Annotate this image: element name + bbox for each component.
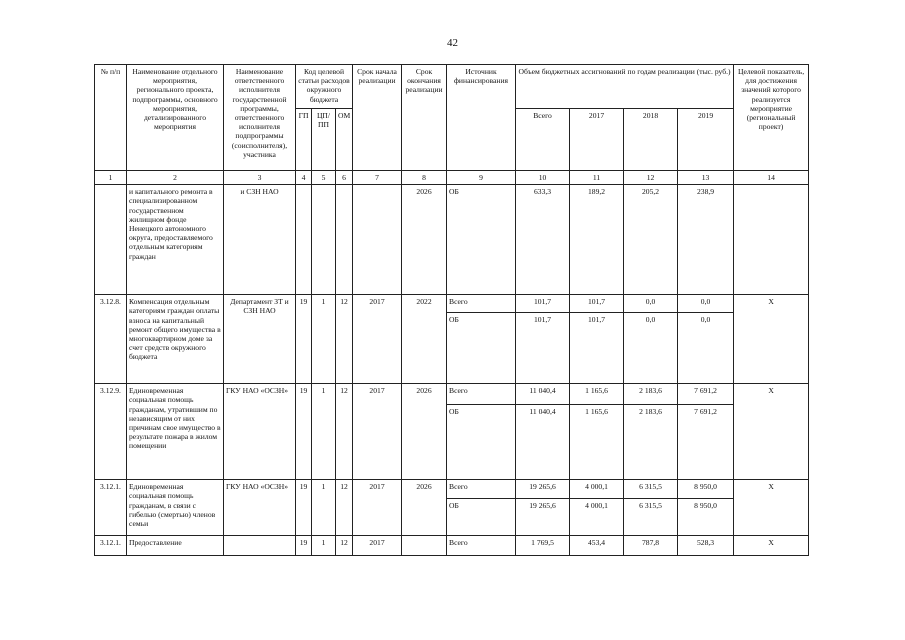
row-start: 2017 — [353, 295, 402, 384]
row-target: Х — [734, 480, 809, 536]
row-num: 3.12.9. — [95, 384, 127, 480]
table-row — [95, 384, 809, 405]
row-executor — [224, 536, 296, 556]
row-2018: 205,2 — [624, 185, 678, 295]
column-number: 1 — [95, 171, 127, 185]
row-2017: 4 000,1 — [570, 480, 624, 499]
column-number: 12 — [624, 171, 678, 185]
header-2017: 2017 — [570, 109, 624, 171]
row-2017: 1 165,6 — [570, 405, 624, 480]
row-ts: 1 — [312, 295, 336, 384]
row-2019: 528,3 — [678, 536, 734, 556]
row-target: Х — [734, 536, 809, 556]
row-source: Всего — [447, 295, 516, 313]
row-source: ОБ — [447, 313, 516, 384]
row-2019: 8 950,0 — [678, 499, 734, 536]
row-om: 12 — [336, 480, 353, 536]
row-start: 2017 — [353, 480, 402, 536]
row-target: Х — [734, 384, 809, 480]
row-end — [402, 536, 447, 556]
row-ts: 1 — [312, 384, 336, 480]
column-number: 9 — [447, 171, 516, 185]
row-2019: 238,9 — [678, 185, 734, 295]
column-number: 10 — [516, 171, 570, 185]
row-2017: 4 000,1 — [570, 499, 624, 536]
header-2018: 2018 — [624, 109, 678, 171]
row-2017: 101,7 — [570, 313, 624, 384]
row-gp: 19 — [296, 295, 312, 384]
row-total: 101,7 — [516, 295, 570, 313]
row-gp — [296, 185, 312, 295]
row-gp: 19 — [296, 536, 312, 556]
row-2017: 101,7 — [570, 295, 624, 313]
row-2019: 0,0 — [678, 295, 734, 313]
row-executor: Департамент ЗТ и СЗН НАО — [224, 295, 296, 384]
row-executor: и СЗН НАО — [224, 185, 296, 295]
row-num — [95, 185, 127, 295]
column-number: 13 — [678, 171, 734, 185]
row-2018: 0,0 — [624, 313, 678, 384]
column-number: 2 — [127, 171, 224, 185]
row-2018: 0,0 — [624, 295, 678, 313]
row-num: 3.12.8. — [95, 295, 127, 384]
row-2017: 189,2 — [570, 185, 624, 295]
table-row — [95, 536, 809, 556]
budget-table — [94, 64, 809, 556]
column-number: 8 — [402, 171, 447, 185]
row-ts: 1 — [312, 536, 336, 556]
row-total: 11 040,4 — [516, 384, 570, 405]
row-gp: 19 — [296, 384, 312, 480]
column-number: 6 — [336, 171, 353, 185]
row-num: 3.12.1. — [95, 536, 127, 556]
table-row — [95, 480, 809, 499]
row-om: 12 — [336, 295, 353, 384]
row-ts: 1 — [312, 480, 336, 536]
column-number-row — [95, 171, 809, 185]
header-total: Всего — [516, 109, 570, 171]
page-number: 42 — [447, 37, 458, 49]
row-om — [336, 185, 353, 295]
row-target — [734, 185, 809, 295]
column-number: 11 — [570, 171, 624, 185]
column-number: 7 — [353, 171, 402, 185]
row-2018: 6 315,5 — [624, 480, 678, 499]
row-gp: 19 — [296, 480, 312, 536]
row-source: ОБ — [447, 405, 516, 480]
row-name: Предоставление — [127, 536, 224, 556]
header-end: Срок окончания реализации — [402, 65, 447, 171]
row-total: 101,7 — [516, 313, 570, 384]
row-source: ОБ — [447, 185, 516, 295]
row-2018: 2 183,6 — [624, 405, 678, 480]
row-source: Всего — [447, 480, 516, 499]
header-target: Целевой показатель, для достижения значений которого реализуется мероприятие (региональный проект) — [734, 65, 809, 171]
row-2018: 787,8 — [624, 536, 678, 556]
header-om: ОМ — [336, 109, 353, 171]
header-row — [95, 65, 809, 109]
row-target: Х — [734, 295, 809, 384]
row-2018: 2 183,6 — [624, 384, 678, 405]
row-name: Единовременная социальная помощь гражданам, утратившим по независящим от них причинам свое имущество в результате пожара в жилом помещении — [127, 384, 224, 480]
row-executor: ГКУ НАО «ОСЗН» — [224, 384, 296, 480]
row-num: 3.12.1. — [95, 480, 127, 536]
header-gp: ГП — [296, 109, 312, 171]
table-row — [95, 185, 809, 295]
row-end: 2022 — [402, 295, 447, 384]
row-start: 2017 — [353, 536, 402, 556]
row-2019: 0,0 — [678, 313, 734, 384]
column-number: 4 — [296, 171, 312, 185]
row-total: 19 265,6 — [516, 499, 570, 536]
row-total: 633,3 — [516, 185, 570, 295]
row-executor: ГКУ НАО «ОСЗН» — [224, 480, 296, 536]
row-end: 2026 — [402, 384, 447, 480]
row-total: 1 769,5 — [516, 536, 570, 556]
row-start — [353, 185, 402, 295]
row-end: 2026 — [402, 480, 447, 536]
row-name: Компенсация отдельным категориям граждан оплаты взноса на капитальный ремонт общего имущества в многоквартирном доме за счет средств окружного бюджета — [127, 295, 224, 384]
row-name: Единовременная социальная помощь гражданам, в связи с гибелью (смертью) членов семьи — [127, 480, 224, 536]
row-total: 11 040,4 — [516, 405, 570, 480]
row-2017: 453,4 — [570, 536, 624, 556]
header-2019: 2019 — [678, 109, 734, 171]
row-source: Всего — [447, 384, 516, 405]
row-2018: 6 315,5 — [624, 499, 678, 536]
row-end: 2026 — [402, 185, 447, 295]
table-row — [95, 295, 809, 313]
column-number: 14 — [734, 171, 809, 185]
header-source: Источник финансирования — [447, 65, 516, 171]
row-ts — [312, 185, 336, 295]
header-num: № п/п — [95, 65, 127, 171]
column-number: 3 — [224, 171, 296, 185]
header-start: Срок начала реализации — [353, 65, 402, 171]
row-2017: 1 165,6 — [570, 384, 624, 405]
row-om: 12 — [336, 536, 353, 556]
header-code: Код целевой статьи расходов окружного бюджета — [296, 65, 353, 109]
header-volume: Объем бюджетных ассигнований по годам реализации (тыс. руб.) — [516, 65, 734, 109]
row-name: и капитального ремонта в специализированном государственном жилищном фонде Ненецкого автономного округа, предоставляемого отдельным категориям граждан — [127, 185, 224, 295]
column-number: 5 — [312, 171, 336, 185]
row-source: ОБ — [447, 499, 516, 536]
row-start: 2017 — [353, 384, 402, 480]
header-executor: Наименование ответственного исполнителя государственной программы, ответственного исполнителя подпрограммы (соисполнителя), участника — [224, 65, 296, 171]
row-2019: 7 691,2 — [678, 384, 734, 405]
row-2019: 7 691,2 — [678, 405, 734, 480]
header-ts: ЦП/ПП — [312, 109, 336, 171]
row-total: 19 265,6 — [516, 480, 570, 499]
header-name: Наименование отдельного мероприятия, регионального проекта, подпрограммы, основного мероприятия, детализированного мероприятия — [127, 65, 224, 171]
row-2019: 8 950,0 — [678, 480, 734, 499]
row-source: Всего — [447, 536, 516, 556]
row-om: 12 — [336, 384, 353, 480]
